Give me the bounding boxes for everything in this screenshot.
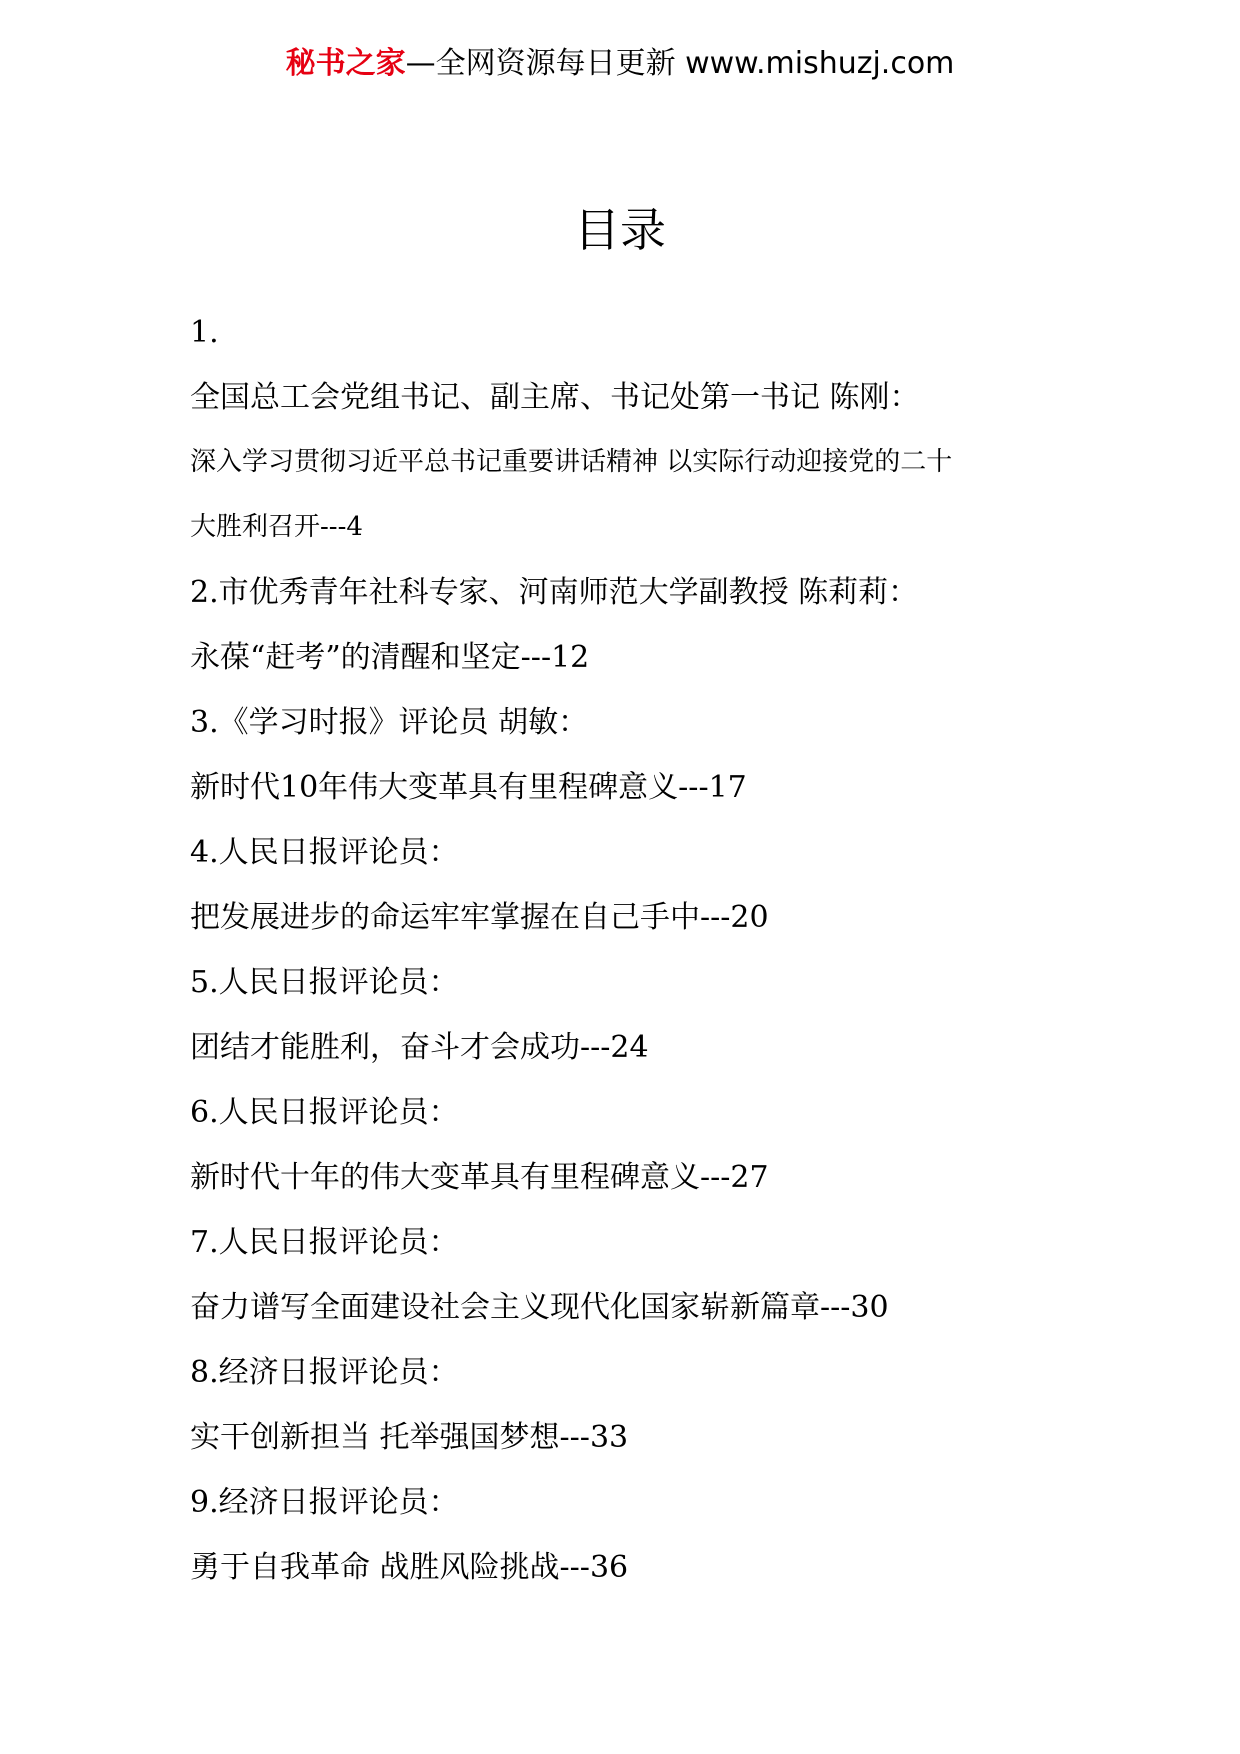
toc-line: 新时代十年的伟大变革具有里程碑意义---27 bbox=[190, 1160, 769, 1195]
table-of-contents bbox=[190, 300, 1090, 1600]
toc-line: 3.《学习时报》评论员 胡敏： bbox=[190, 705, 589, 740]
toc-line: 5.人民日报评论员： bbox=[190, 965, 459, 1000]
toc-line: 7.人民日报评论员： bbox=[190, 1225, 459, 1260]
toc-line: 大胜利召开---4 bbox=[190, 512, 363, 542]
toc-line: 2.市优秀青年社科专家、河南师范大学副教授 陈莉莉： bbox=[190, 575, 919, 610]
toc-line: 新时代10年伟大变革具有里程碑意义---17 bbox=[190, 770, 747, 805]
toc-line: 9.经济日报评论员： bbox=[190, 1485, 459, 1520]
brand-name: 秘书之家 bbox=[285, 46, 406, 81]
toc-line: 全国总工会党组书记、副主席、书记处第一书记 陈刚： bbox=[190, 380, 920, 415]
toc-line: 4.人民日报评论员： bbox=[190, 835, 459, 870]
toc-line: 6.人民日报评论员： bbox=[190, 1095, 459, 1130]
toc-line: 团结才能胜利，奋斗才会成功---24 bbox=[190, 1030, 649, 1065]
page-title: 目录 bbox=[574, 203, 666, 257]
site-header bbox=[0, 44, 1240, 84]
toc-line: 8.经济日报评论员： bbox=[190, 1355, 459, 1390]
toc-line: 永葆“赶考”的清醒和坚定---12 bbox=[190, 640, 590, 675]
toc-line: 奋力谱写全面建设社会主义现代化国家崭新篇章---30 bbox=[190, 1290, 889, 1325]
toc-line: 深入学习贯彻习近平总书记重要讲话精神 以实际行动迎接党的二十 bbox=[190, 447, 953, 477]
toc-line: 实干创新担当 托举强国梦想---33 bbox=[190, 1420, 629, 1455]
toc-line: 1. bbox=[190, 315, 219, 350]
header-slogan: —全网资源每日更新 www.mishuzj.com bbox=[405, 46, 955, 81]
toc-line: 把发展进步的命运牢牢掌握在自己手中---20 bbox=[190, 900, 769, 935]
toc-line: 勇于自我革命 战胜风险挑战---36 bbox=[190, 1550, 629, 1585]
